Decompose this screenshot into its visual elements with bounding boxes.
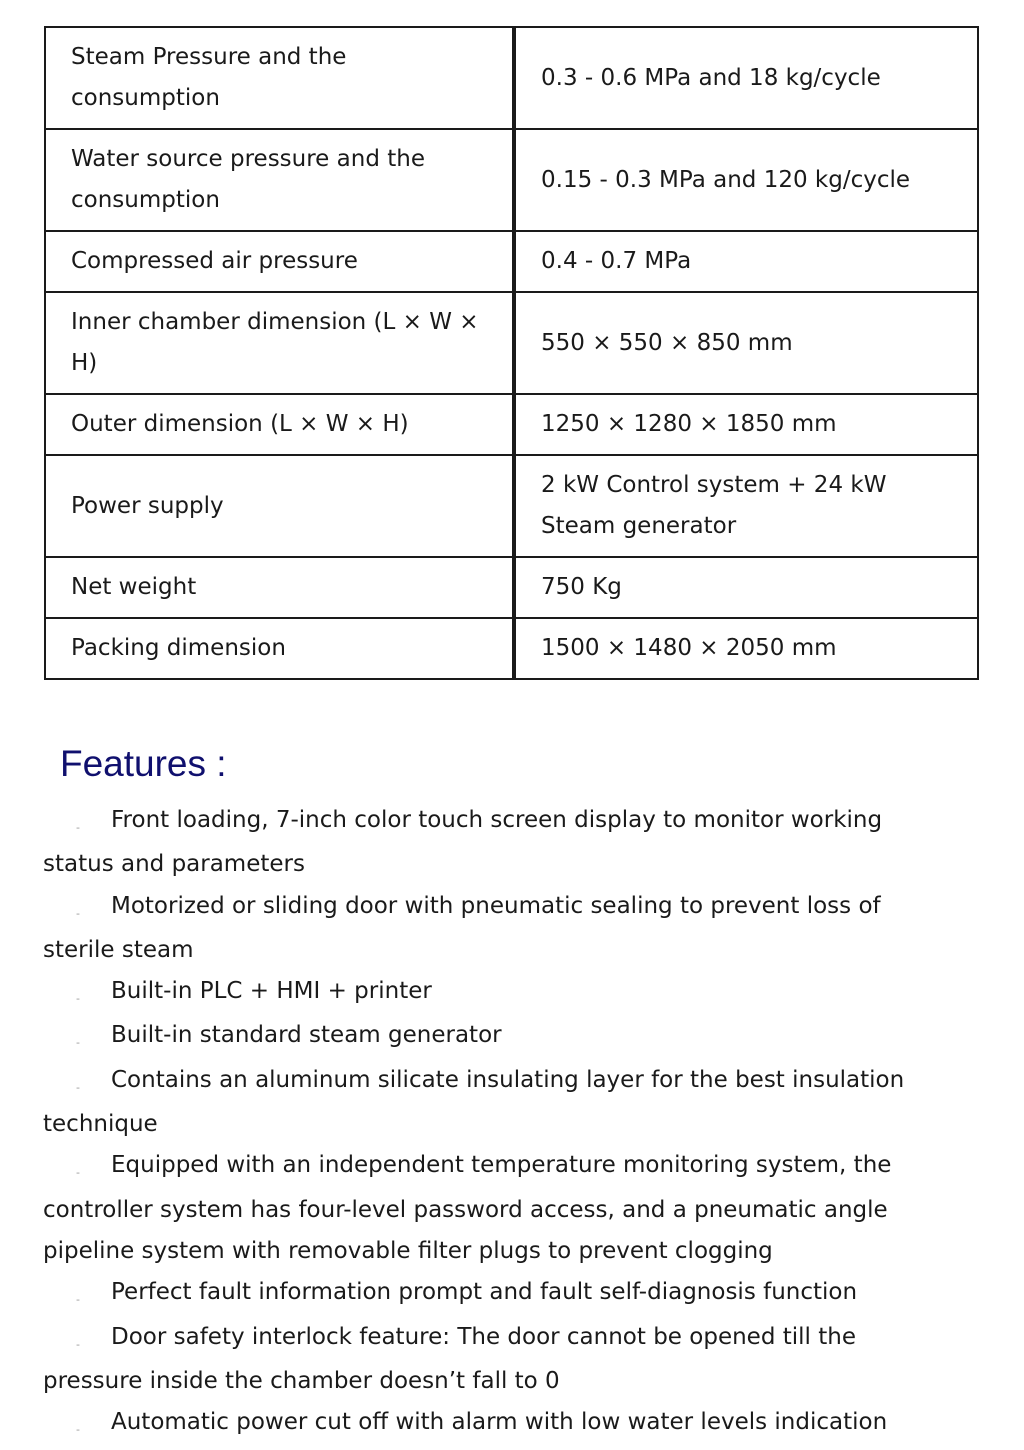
list-item [43,1317,943,1403]
spec-value: 750 Kg [514,557,978,618]
dash-bullet-icon: - [76,1166,80,1180]
feature-text: Perfect fault information prompt and fault self-diagnosis function [111,1279,858,1306]
spec-label: Steam Pressure and the consumption [45,27,514,129]
dash-bullet-icon: - [76,906,80,920]
table-row [45,27,978,129]
dash-bullet-icon: - [76,821,80,834]
table-row [45,455,978,557]
dash-bullet-icon: - [76,1337,80,1351]
features-heading: Features : [60,743,227,784]
spec-value: 0.15 - 0.3 MPa and 120 kg/cycle [514,129,978,231]
table-row [45,557,978,618]
features-list [43,800,943,1446]
list-item [43,1060,943,1146]
feature-text: Built-in PLC + HMI + printer [111,978,432,1005]
feature-text: Built-in standard steam generator [111,1022,502,1049]
list-item [43,800,943,886]
dash-bullet-icon: - [76,1423,80,1437]
dash-bullet-icon: - [76,992,80,1006]
list-item [43,1145,943,1272]
spec-value: 0.3 - 0.6 MPa and 18 kg/cycle [514,27,978,129]
spec-label: Net weight [45,557,514,618]
spec-label: Water source pressure and the consumption [45,129,514,231]
spec-label: Packing dimension [45,618,514,679]
spec-value: 1500 × 1480 × 2050 mm [514,618,978,679]
table-row [45,292,978,394]
feature-text: Contains an aluminum silicate insulating layer for the best insulation technique [43,1066,905,1138]
table-row [45,231,978,292]
spec-label: Outer dimension (L × W × H) [45,394,514,455]
list-item [43,886,943,972]
feature-text: Door safety interlock feature: The door cannot be opened till the pressure inside the chamber doesn’t fall to 0 [43,1323,856,1394]
dash-bullet-icon: - [76,1036,80,1050]
spec-value: 1250 × 1280 × 1850 mm [514,394,978,455]
spec-value: 0.4 - 0.7 MPa [514,231,978,292]
feature-text: Front loading, 7-inch color touch screen display to monitor working status and parameters [43,807,883,878]
spec-value: 550 × 550 × 850 mm [514,292,978,394]
spec-label: Compressed air pressure [45,231,514,292]
specifications-table [44,26,979,680]
feature-text: Equipped with an independent temperature monitoring system, the controller system has four-level password access, and a pneumatic angle pipeline system with removable filter plugs to prevent clogging [43,1152,892,1264]
table-row [45,394,978,455]
spec-label: Inner chamber dimension (L × W × H) [45,292,514,394]
feature-text: Motorized or sliding door with pneumatic sealing to prevent loss of sterile steam [43,892,881,963]
feature-text: Automatic power cut off with alarm with low water levels indication [111,1409,888,1436]
list-item [43,1272,943,1316]
dash-bullet-icon: - [76,1080,80,1094]
list-item [43,1402,943,1446]
table-row [45,129,978,231]
spec-value: 2 kW Control system + 24 kW Steam generator [514,455,978,557]
list-item [43,971,943,1015]
table-row [45,618,978,679]
spec-label: Power supply [45,455,514,557]
list-item [43,1015,943,1059]
dash-bullet-icon: - [76,1293,80,1307]
